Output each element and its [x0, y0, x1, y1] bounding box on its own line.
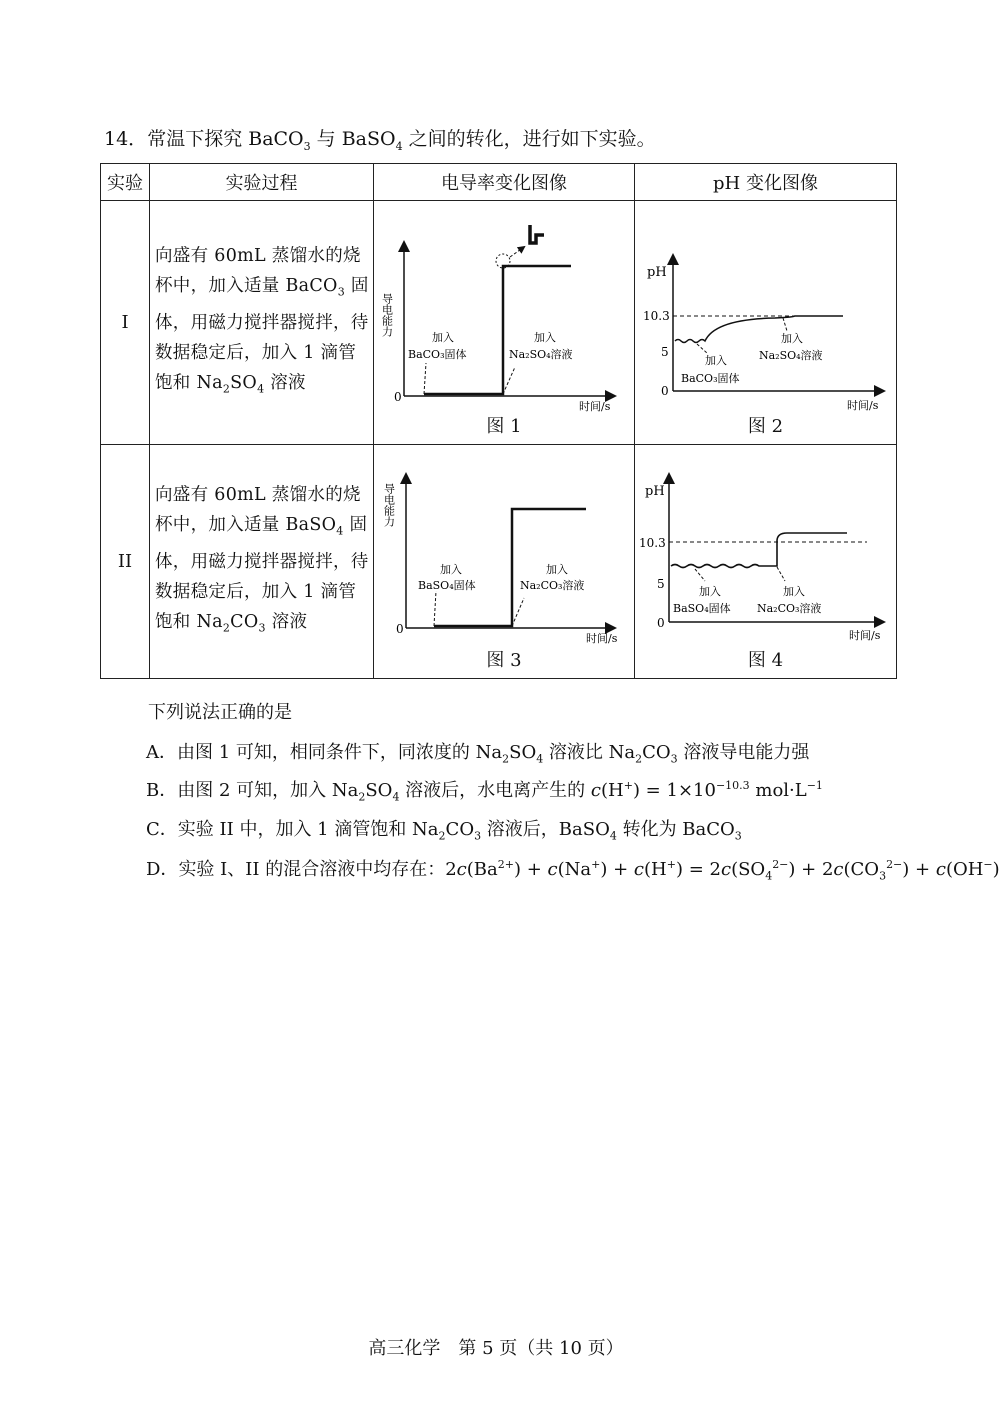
origin-label: 0 [396, 622, 404, 636]
x-axis-label: 时间/s [847, 399, 879, 412]
figure-caption: 图 2 [747, 416, 784, 437]
prompt-text: 下列说法正确的是 [148, 702, 292, 723]
add-label-2: 加入 [534, 331, 556, 344]
experiment-id: II [101, 445, 150, 679]
conductivity-graph-3 [374, 445, 635, 645]
table-row [101, 201, 897, 445]
x-axis-label: 时间/s [586, 632, 618, 645]
option-label: D． [146, 859, 179, 880]
reagent-label-1: BaCO₃固体 [681, 372, 740, 385]
reagent-label-2: Na₂CO₃溶液 [520, 579, 585, 592]
add-label-1: 加入 [705, 354, 727, 367]
figure-caption: 图 4 [747, 650, 784, 671]
table-header-row [101, 164, 897, 201]
arrow-add-1 [424, 363, 426, 394]
option-label: C． [146, 819, 178, 840]
header-conductivity: 电导率变化图像 [374, 164, 635, 201]
y-axis-label: pH [647, 265, 667, 280]
option-d[interactable] [146, 855, 1000, 883]
figure-1-cell [374, 201, 635, 445]
add-label-2: 加入 [781, 332, 803, 345]
header-ph: pH 变化图像 [635, 164, 897, 201]
option-text: 由图 2 可知，加入 $Na_2SO_4$ 溶液后，水电离产生的 $c(H^+) = 1\times 10^{-10.3}$ $mol\cdot L^{-1}$ [177, 779, 823, 804]
table-row [101, 445, 897, 679]
option-b[interactable] [146, 776, 823, 804]
ph-curve [671, 533, 847, 568]
reagent-label-1: BaSO₄固体 [418, 579, 476, 592]
ph-tick-10-3: 10.3 [643, 309, 670, 323]
zoom-arrow [510, 247, 524, 257]
add-label-2: 加入 [546, 563, 568, 576]
ph-graph-4 [635, 445, 897, 645]
reagent-label-2: Na₂SO₄溶液 [509, 348, 573, 361]
y-axis-label: 导电能力 [380, 293, 394, 337]
option-text: 实验 II 中，加入 1 滴管饱和 $Na_2CO_3$ 溶液后，BaSO$_4$ 转化为 BaCO$_3$ [177, 819, 742, 843]
origin-label: 0 [661, 384, 669, 398]
origin-label: 0 [394, 390, 402, 404]
option-label: A． [146, 742, 177, 763]
ph-graph-2 [635, 201, 897, 411]
ph-tick-5: 5 [657, 577, 665, 591]
option-text: 实验 I、II 的混合溶液中均存在：$2c(Ba^{2+}) + c(Na^+) + c(H^+) = 2c(SO_4^{2-}) + 2c(CO_3^{2-}) + c(OH^-)$ [178, 858, 1000, 883]
header-process: 实验过程 [150, 164, 374, 201]
question-text: 常温下探究 BaCO$_3$ 与 BaSO$_4$ 之间的转化，进行如下实验。 [147, 128, 656, 153]
reagent-label-2: Na₂SO₄溶液 [759, 349, 823, 362]
option-c[interactable] [146, 815, 742, 843]
add-label-2: 加入 [783, 585, 805, 598]
add-label-1: 加入 [440, 563, 462, 576]
arrow-add-1 [697, 344, 707, 353]
arrow-add-1 [695, 569, 705, 581]
ph-tick-5: 5 [661, 345, 669, 359]
option-text: 由图 1 可知，相同条件下，同浓度的 $Na_2SO_4$ 溶液比 $Na_2CO_3$ 溶液导电能力强 [177, 742, 810, 766]
add-label-1: 加入 [699, 585, 721, 598]
experiment-table [100, 163, 897, 679]
ph-tick-10-3: 10.3 [639, 536, 666, 550]
conductivity-curve [424, 266, 571, 394]
arrow-add-1 [434, 591, 436, 626]
y-axis-label: 导电能力 [382, 483, 396, 527]
reagent-label-2: Na₂CO₃溶液 [757, 602, 822, 615]
reagent-label-1: BaSO₄固体 [673, 602, 731, 615]
ph-curve [675, 316, 843, 343]
x-axis-label: 时间/s [579, 400, 611, 413]
figure-caption: 图 3 [486, 650, 522, 671]
arrow-add-2 [777, 567, 785, 581]
conductivity-graph-1 [374, 201, 635, 411]
page-footer: 高三化学 第 5 页（共 10 页） [368, 1338, 624, 1359]
arrow-add-2 [512, 598, 524, 626]
figure-4-cell [635, 445, 897, 679]
experiment-process: 向盛有 60mL 蒸馏水的烧杯中，加入适量 BaSO$_4$ 固体，用磁力搅拌器搅拌，待数据稳定后，加入 1 滴管饱和 $Na_2CO_3$ 溶液 [150, 445, 374, 679]
question-number: 14． [104, 128, 148, 150]
experiment-id: I [101, 201, 150, 445]
question-stem [104, 124, 656, 153]
y-axis-label: pH [645, 484, 665, 499]
header-experiment: 实验 [101, 164, 150, 201]
reagent-label-1: BaCO₃固体 [408, 348, 467, 361]
figure-caption: 图 1 [486, 416, 522, 437]
option-a[interactable] [146, 738, 809, 766]
x-axis-label: 时间/s [849, 629, 881, 642]
option-label: B． [146, 780, 178, 801]
add-label-1: 加入 [432, 331, 454, 344]
arrow-add-2 [503, 367, 515, 394]
figure-2-cell [635, 201, 897, 445]
origin-label: 0 [657, 616, 665, 630]
arrow-add-2 [783, 318, 787, 331]
figure-3-cell [374, 445, 635, 679]
experiment-process: 向盛有 60mL 蒸馏水的烧杯中，加入适量 BaCO$_3$ 固体，用磁力搅拌器搅拌，待数据稳定后，加入 1 滴管饱和 $Na_2SO_4$ 溶液 [150, 201, 374, 445]
zoom-inset [530, 225, 544, 243]
